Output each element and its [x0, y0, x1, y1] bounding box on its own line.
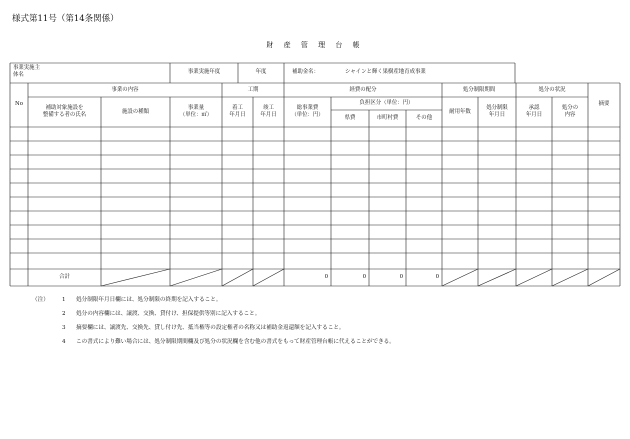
- notes-list: [40, 293, 395, 349]
- header-start-date: 年月日: [229, 112, 246, 118]
- subsidy-name: シャインと輝く果樹産地育成事業: [345, 69, 426, 75]
- header-quantity-unit: （単位：㎡）: [179, 112, 213, 118]
- note-item: [62, 293, 395, 307]
- header-complete: 竣工: [263, 105, 274, 111]
- note-text: 処分制限年月日欄には、処分制限の終期を記入すること。: [76, 297, 222, 303]
- header-disposal-limit: 処分制限期間: [462, 87, 496, 93]
- note-item: [62, 321, 395, 335]
- notes-prefix: （注）: [32, 297, 49, 303]
- header-prefecture: 県費: [344, 115, 356, 121]
- year-label: 年度: [255, 69, 267, 75]
- header-limit-date-cont: 年月日: [488, 112, 506, 118]
- header-useful-years: 耐用年数: [449, 109, 471, 115]
- header-project-content: 事業の内容: [111, 87, 139, 93]
- header-recipient-cont: 整備する者の氏名: [42, 112, 87, 118]
- header-disposal-status: 処分の状況: [538, 87, 566, 93]
- header-complete-date: 年月日: [260, 112, 277, 118]
- subsidy-label: 補助金名：: [292, 69, 319, 75]
- header-disposal-content: 処分の: [561, 105, 579, 111]
- form-number: 様式第11号（第14条関係）: [12, 14, 119, 24]
- note-text: 摘要欄には、譲渡先、交換先、貸し付け先、抵当権等の設定権者の名称又は補助金返還額を記入すること。: [76, 325, 345, 331]
- note-item: [62, 335, 395, 349]
- page-title: 財 産 管 理 台 帳: [266, 41, 364, 49]
- note-number: 4: [62, 339, 66, 345]
- note-number: 3: [62, 325, 66, 331]
- header-approval: 承認: [528, 105, 540, 111]
- header-other: その他: [415, 115, 433, 121]
- notes: [32, 293, 395, 349]
- header-cost-allocation: 経費の配分: [349, 87, 377, 93]
- header-facility-type: 施設の種類: [122, 109, 149, 115]
- totals-municipal: 0: [399, 274, 403, 280]
- header-burden-division: 負担区分（単位：円）: [359, 100, 414, 106]
- operator-label-cont: 体名: [13, 72, 24, 78]
- note-text: 処分の内容欄には、譲渡、交換、貸付け、担保提供等別に記入すること。: [76, 311, 261, 317]
- header-no: No: [15, 101, 23, 107]
- note-text: この書式により難い場合には、処分制限期間欄及び処分の状況欄を含む他の書式をもって財産管理台帳に代えることができる。: [76, 339, 395, 345]
- note-number: 1: [62, 297, 66, 303]
- header-total-cost-unit: （単位：円）: [291, 112, 324, 118]
- header-municipal: 市町村費: [376, 115, 399, 121]
- totals-total-cost: 0: [324, 274, 328, 280]
- header-remarks: 摘要: [598, 101, 610, 107]
- note-number: 2: [62, 311, 66, 317]
- header-start: 着工: [232, 105, 243, 111]
- header-quantity: 事業量: [187, 105, 205, 111]
- header-disposal-content-cont: 内容: [564, 112, 576, 118]
- totals-prefecture: 0: [362, 274, 366, 280]
- header-construction: 工期: [247, 87, 259, 93]
- project-year-label: 事業実施年度: [187, 69, 221, 75]
- header-approval-date: 年月日: [525, 112, 543, 118]
- note-item: [62, 307, 395, 321]
- operator-label: 事業実施主: [13, 65, 40, 71]
- totals-other: 0: [435, 274, 439, 280]
- header-total-cost: 総事業費: [296, 105, 319, 111]
- header-limit-date: 処分制限: [486, 105, 508, 111]
- totals-label: 合計: [59, 274, 70, 280]
- header-recipient: 補助対象施設を: [45, 105, 84, 111]
